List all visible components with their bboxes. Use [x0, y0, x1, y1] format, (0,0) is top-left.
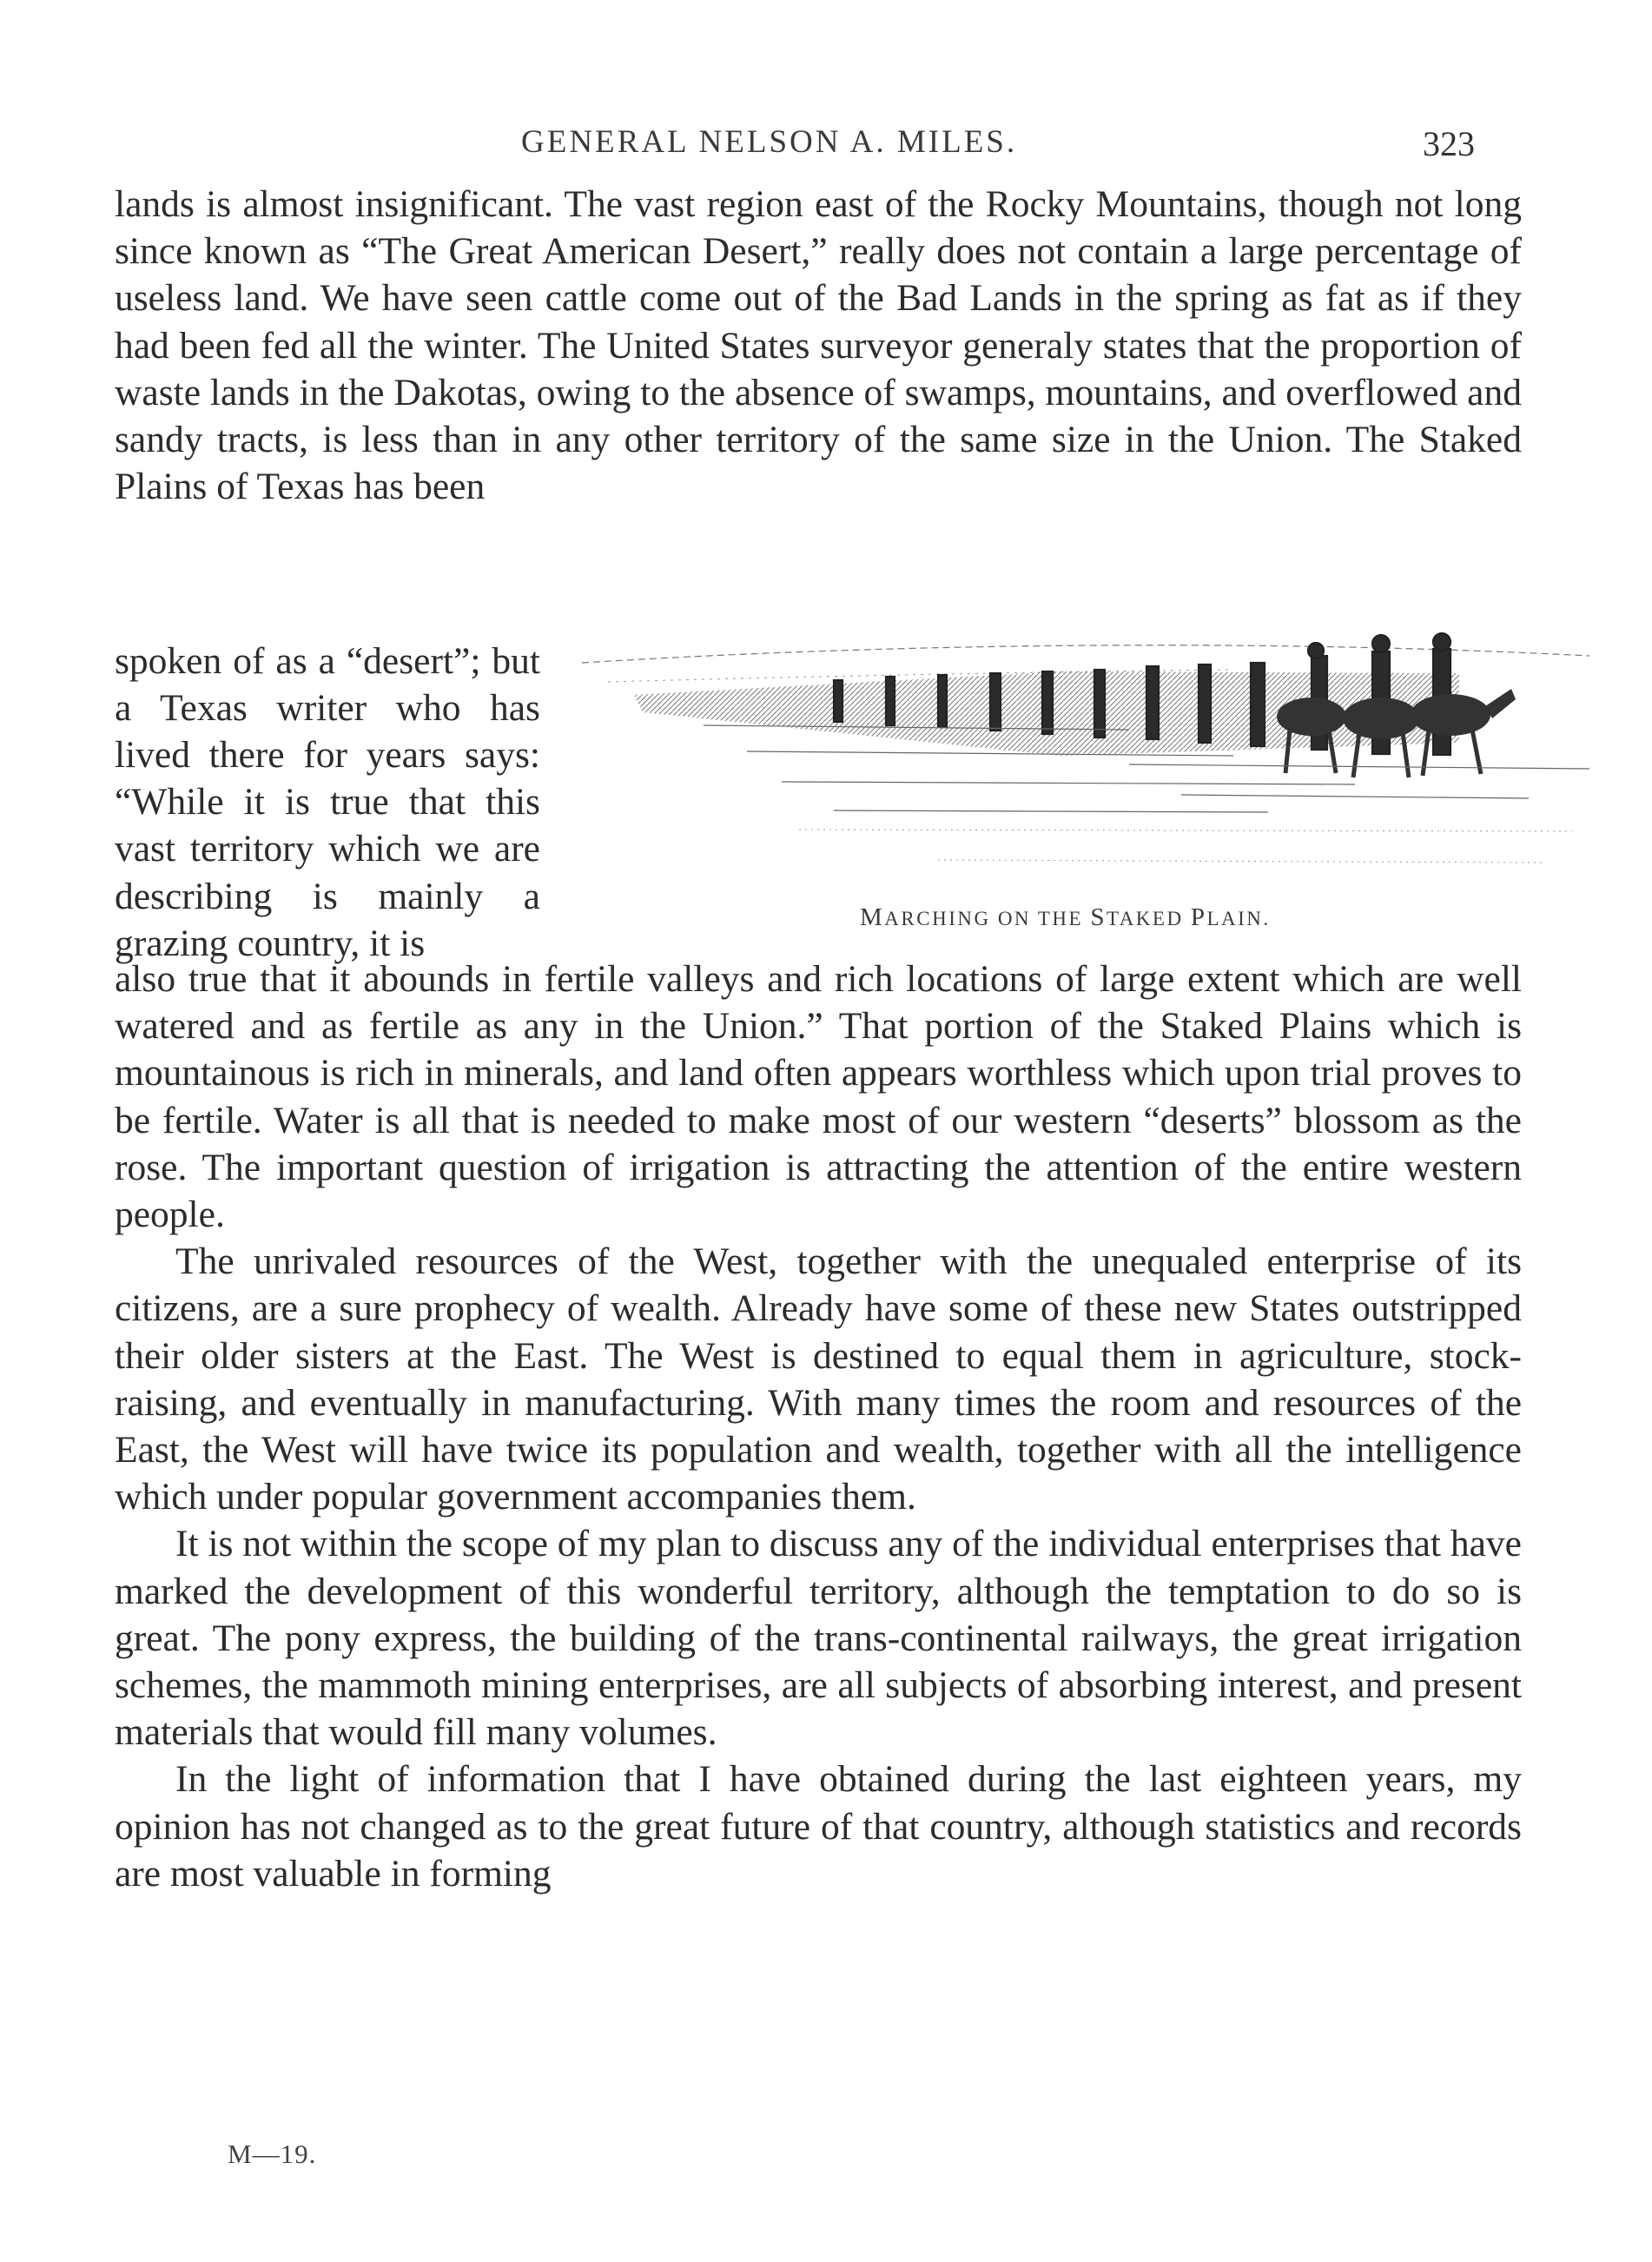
paragraph-text: lands is almost insignificant. The vast region east of the Rocky Mountains, though not long since known as “The Great American Desert,” really does not contain a large percentage of useless land. We have seen cattle come out of the Bad Lands in the spring as fat as if they had been fed all the winter. The United States surveyor generaly states that the proportion of waste lands in the Dakotas, owing to the absence of swamps, mountains, and overflowed and sandy tracts, is less than in any other territory of the same size in the Union. The Staked Plains of Texas has been: [115, 183, 1522, 508]
caption-text: ARCHING ON THE: [884, 908, 1091, 929]
marching-illustration: [573, 612, 1598, 925]
paragraph-3: It is not within the scope of my plan to discuss any of the individual enterprises that have marked the development of this wonderful territory, although the temptation to do so is great. The pony express, the building of the trans-continental railways, the great irrigation schemes, the mammoth mining enterprises, are all subjects of absorbing interest, and present materials that would fill many volumes.: [115, 1523, 1522, 1754]
running-title: GENERAL NELSON A. MILES.: [521, 124, 1018, 160]
page-number: 323: [1423, 124, 1475, 163]
body-text: [115, 956, 1522, 1897]
signature-mark: M—19.: [228, 2139, 317, 2169]
paragraph-4: In the light of information that I have obtained during the last eighteen years, my opinion has not changed as to the great future of that country, although statistics and records are most valuable in forming: [115, 1758, 1522, 1895]
paragraph-text: spoken of as a “desert”; but a Texas writer who has lived there for years says: “While it is true that this vast territory which we are describing is mainly a grazing country, it is: [115, 639, 540, 964]
caption-text: LAIN.: [1206, 908, 1271, 929]
paragraph-1-bottom: also true that it abounds in fertile valleys and rich locations of large extent which are well watered and as fertile as any in the Union.” That portion of the Staked Plains which is mountainous is rich in minerals, and land often appears worthless which upon trial proves to be fertile. Water is all that is needed to make most of our western “deserts” blossom as the rose. The important question of irrigation is attracting the attention of the entire western people.: [115, 958, 1522, 1236]
figure-caption: [860, 903, 1271, 932]
paragraph-2: The unrivaled resources of the West, together with the unequaled enterprise of its citizens, are a sure prophecy of wealth. Already have some of these new States outstripped their older sisters at the East. The West is destined to equal them in agriculture, stock-raising, and eventually in manufacturing. With many times the room and resources of the East, the West will have twice its population and wealth, together with all the intelligence which under popular government accompanies them.: [115, 1240, 1522, 1518]
caption-letter: M: [860, 903, 885, 931]
caption-letter: S: [1090, 903, 1107, 931]
caption-text: TAKED: [1106, 908, 1191, 929]
paragraph-1-top: [115, 181, 1522, 510]
caption-letter: P: [1190, 903, 1207, 931]
paragraph-1-side: [115, 599, 540, 1004]
